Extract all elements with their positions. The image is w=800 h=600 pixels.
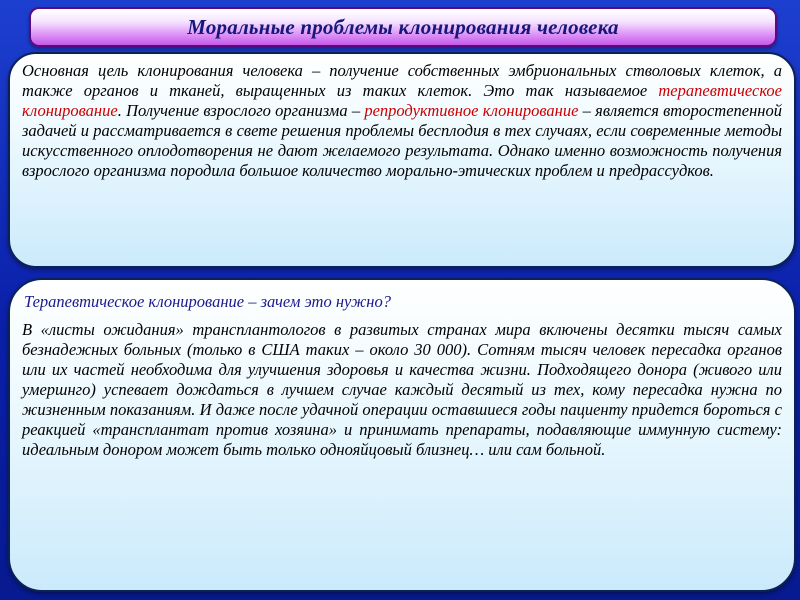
therapeutic-paragraph: В «листы ожидания» трансплантологов в развитых странах мира включены десятки тысяч самых безнадежных больных (только в США таких – около 30 000). Сотням тысяч человек пересадка органов или их частей необходима для улучшения здоровья и качества жизни. Подходящего донора (живого или умершнго) успевает дождаться в лучшем случае каждый десятый из тех, кому пересадка нужна по жизненным показаниям. И даже после удачной операции оставшиеся годы пациенту придется бороться с реакцией «трансплантат против хозяина» и принимать препараты, подавляющие иммунную систему: идеальным донором может быть только однояйцовый близнец… или сам больной. bbox=[22, 320, 782, 459]
therapeutic-heading: Терапевтическое клонирование – зачем это нужно? bbox=[24, 292, 391, 311]
goal-text-part-1: Основная цель клонирования человека – получение собственных эмбриональных стволовых клеток, а также органов и тканей, выращенных из таких клеток. Это так называемое bbox=[22, 61, 782, 100]
goal-panel bbox=[8, 52, 796, 268]
goal-paragraph bbox=[22, 61, 782, 181]
goal-text-part-3: – является второстепенной задачей и рассматривается в свете решения проблемы бесплодия в тех случаях, если современные методы искусственного оплодотворения не дают желаемого результата. Однако именно возможность получения взрослого организма породила большое количество морально-этических проблем и предрассудков. bbox=[22, 101, 782, 180]
slide-title: Моральные проблемы клонирования человека bbox=[187, 14, 619, 39]
term-therapeutic-cloning: терапевтическое клонирование bbox=[22, 81, 782, 120]
therapeutic-panel bbox=[8, 278, 796, 592]
term-reproductive-cloning: репродуктивное клонирование bbox=[364, 101, 579, 120]
goal-text-part-2: . Получение взрослого организма – bbox=[117, 101, 365, 120]
title-banner bbox=[29, 7, 777, 47]
